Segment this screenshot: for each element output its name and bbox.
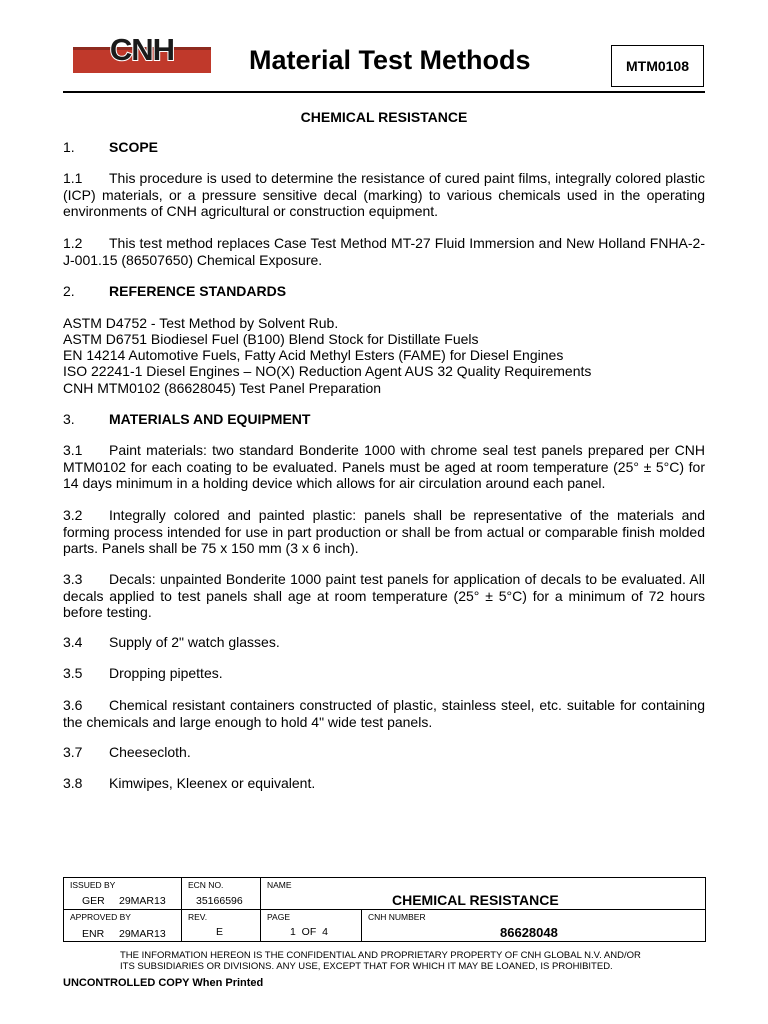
paragraph-text: Dropping pipettes.: [109, 665, 223, 681]
heading-number: 1.: [63, 139, 75, 155]
paragraph-number: 1.2: [63, 235, 83, 251]
paragraph-number: 3.7: [63, 744, 83, 760]
issued-by-label: ISSUED BY: [70, 880, 116, 890]
confidentiality-notice: [120, 950, 680, 972]
reference-item: EN 14214 Automotive Fuels, Fatty Acid Methyl Esters (FAME) for Diesel Engines: [63, 347, 564, 363]
approved-by-label: APPROVED BY: [70, 912, 131, 922]
paragraph-3-5: [63, 665, 705, 682]
paragraph-1-2: [63, 235, 705, 268]
heading-materials-equipment: [63, 411, 310, 428]
paragraph-3-3: [63, 571, 705, 621]
paragraph-number: 3.8: [63, 775, 83, 791]
header-divider: [63, 91, 705, 93]
paragraph-text: Cheesecloth.: [109, 744, 191, 760]
reference-item: ASTM D4752 - Test Method by Solvent Rub.: [63, 315, 339, 331]
document-code: MTM0108: [611, 45, 704, 87]
reference-item: CNH MTM0102 (86628045) Test Panel Preparation: [63, 380, 382, 396]
paragraph-3-1: [63, 442, 705, 492]
paragraph-text: Paint materials: two standard Bonderite 1000 with chrome seal test panels prepared per CNH MTM0102 for each coating to be evaluated. Panels must be aged at room temperature (25° ± 5°C) for 14 days minimum in a holding device which allows for air circulation around each panel.: [63, 442, 705, 491]
heading-reference-standards: [63, 283, 286, 300]
paragraph-number: 3.4: [63, 634, 83, 650]
paragraph-text: This procedure is used to determine the resistance of cured paint films, integrally colored plastic (ICP) materials, or a pressure sensitive decal (marking) to various chemicals used in the operating environments of CNH agricultural or construction equipment.: [63, 170, 705, 219]
cnh-number-value: 86628048: [500, 925, 558, 940]
name-value: CHEMICAL RESISTANCE: [392, 892, 559, 908]
paragraph-text: Chemical resistant containers constructed of plastic, stainless steel, etc. suitable for containing the chemicals and large enough to hold 4" wide test panels.: [63, 697, 705, 730]
paragraph-text: Decals: unpainted Bonderite 1000 paint test panels for application of decals to be evaluated. All decals applied to test panels shall age at room temperature (25° ± 5°C) for a minimum of 72 hours before testing.: [63, 571, 705, 620]
issued-by-who: GER: [82, 895, 105, 907]
paragraph-text: Integrally colored and painted plastic: panels shall be representative of the materials and forming process intended for use in part production or shall be from actual or comparable finish molded parts. Panels shall be 75 x 150 mm (3 x 6 inch).: [63, 507, 705, 556]
rev-value: E: [216, 926, 224, 938]
heading-number: 3.: [63, 411, 75, 427]
heading-scope: [63, 139, 158, 156]
reference-item: ISO 22241-1 Diesel Engines – NO(X) Reduction Agent AUS 32 Quality Requirements: [63, 363, 592, 379]
paragraph-1-1: [63, 170, 705, 220]
rev-label: REV.: [188, 912, 208, 922]
confidentiality-line: ITS SUBSIDIARIES OR DIVISIONS. ANY USE, EXCEPT THAT FOR WHICH IT MAY BE LOANED, IS PROHIBITED.: [120, 961, 613, 972]
name-label: NAME: [267, 880, 292, 890]
paragraph-number: 3.3: [63, 571, 83, 587]
paragraph-text: Supply of 2" watch glasses.: [109, 634, 280, 650]
svg-text:CNH: CNH: [109, 33, 175, 67]
page-value: 1 OF 4: [290, 926, 328, 938]
cnh-logo: [73, 33, 211, 73]
paragraph-number: 1.1: [63, 170, 83, 186]
paragraph-text: Kimwipes, Kleenex or equivalent.: [109, 775, 316, 791]
ecn-label: ECN NO.: [188, 880, 224, 890]
document-title: Material Test Methods: [249, 45, 531, 75]
section-main-title: CHEMICAL RESISTANCE: [300, 109, 468, 125]
paragraph-number: 3.5: [63, 665, 83, 681]
paragraph-number: 3.6: [63, 697, 83, 713]
ecn-value: 35166596: [196, 895, 243, 907]
paragraph-3-2: [63, 507, 705, 557]
reference-item: ASTM D6751 Biodiesel Fuel (B100) Blend Stock for Distillate Fuels: [63, 331, 479, 347]
paragraph-3-4: [63, 634, 705, 651]
approved-by-who: ENR: [82, 928, 105, 940]
paragraph-3-6: [63, 697, 705, 730]
heading-text: REFERENCE STANDARDS: [109, 283, 287, 299]
paragraph-3-8: [63, 775, 705, 792]
heading-number: 2.: [63, 283, 75, 299]
paragraph-number: 3.2: [63, 507, 83, 523]
paragraph-3-7: [63, 744, 705, 761]
uncontrolled-copy-note: UNCONTROLLED COPY When Printed: [63, 977, 264, 989]
cnh-number-label: CNH NUMBER: [368, 912, 426, 922]
table-divider: [364, 909, 705, 910]
paragraph-number: 3.1: [63, 442, 83, 458]
heading-text: SCOPE: [109, 139, 159, 155]
page-label: PAGE: [267, 912, 290, 922]
approved-by-date: 29MAR13: [119, 928, 166, 940]
heading-text: MATERIALS AND EQUIPMENT: [109, 411, 311, 427]
confidentiality-line: THE INFORMATION HEREON IS THE CONFIDENTIAL AND PROPRIETARY PROPERTY OF CNH GLOBAL N.V. AND/OR: [120, 950, 641, 961]
title-block-table: [63, 877, 706, 942]
paragraph-text: This test method replaces Case Test Method MT-27 Fluid Immersion and New Holland FNHA-2-J-001.15 (86507650) Chemical Exposure.: [63, 235, 705, 268]
issued-by-date: 29MAR13: [119, 895, 166, 907]
